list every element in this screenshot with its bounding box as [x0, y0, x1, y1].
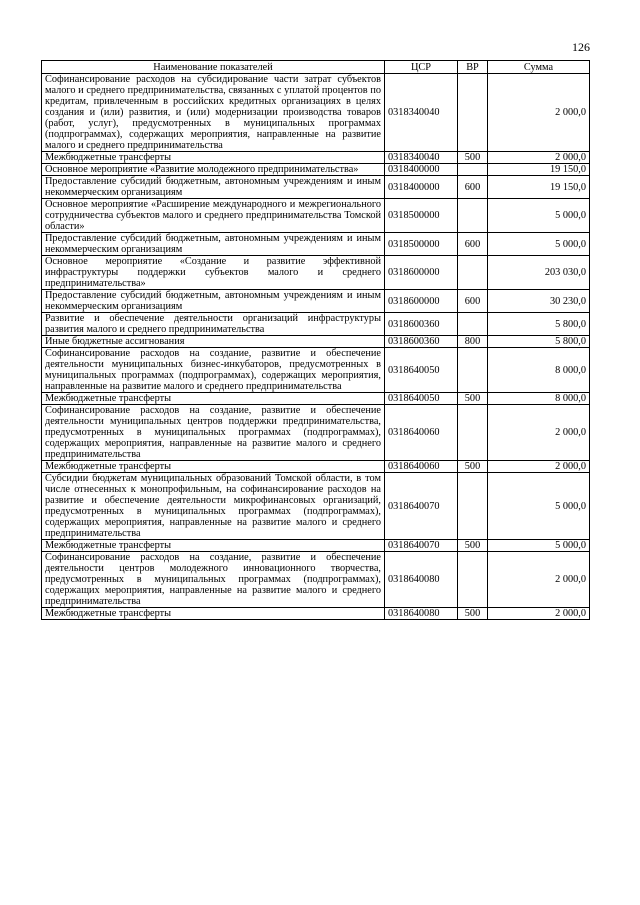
cell-name: Основное мероприятие «Расширение международного и межрегионального сотрудничества субъектов малого и среднего предпринимательства Томской области»	[42, 199, 385, 233]
table-row	[42, 164, 590, 176]
cell-sum: 19 150,0	[488, 164, 590, 176]
cell-vr	[458, 348, 488, 393]
cell-name: Основное мероприятие «Создание и развитие эффективной инфраструктуры поддержки субъектов малого и среднего предпринимательства»	[42, 256, 385, 290]
cell-csr: 0318500000	[385, 233, 458, 256]
cell-csr: 0318340040	[385, 152, 458, 164]
cell-name: Софинансирование расходов на создание, развитие и обеспечение деятельности центров молодежного инновационного творчества, предусмотренных в муниципальных программах (подпрограммах), содержащих мероприятия, направленные на развитие малого и среднего предпринимательства	[42, 552, 385, 608]
cell-csr: 0318640050	[385, 348, 458, 393]
cell-name: Межбюджетные трансферты	[42, 608, 385, 620]
cell-csr: 0318640070	[385, 540, 458, 552]
cell-name: Софинансирование расходов на создание, развитие и обеспечение деятельности муниципальных центров поддержки предпринимательства, предусмотренных в муниципальных программах (подпрограммах), содержащих мероприятия, направленные на развитие малого и среднего предпринимательства	[42, 405, 385, 461]
cell-sum: 19 150,0	[488, 176, 590, 199]
cell-name: Основное мероприятие «Развитие молодежного предпринимательства»	[42, 164, 385, 176]
cell-csr: 0318400000	[385, 176, 458, 199]
cell-csr: 0318400000	[385, 164, 458, 176]
cell-name: Развитие и обеспечение деятельности организаций инфраструктуры развития малого и среднего предпринимательства	[42, 313, 385, 336]
cell-vr: 500	[458, 393, 488, 405]
table-row	[42, 473, 590, 540]
cell-sum: 2 000,0	[488, 461, 590, 473]
table-row	[42, 74, 590, 152]
cell-sum: 8 000,0	[488, 348, 590, 393]
cell-name: Софинансирование расходов на субсидирование части затрат субъектов малого и среднего предпринимательства, связанных с уплатой процентов по кредитам, привлеченным в российских кредитных организациях в целях создания и (или) развития, и (или) модернизации производства товаров (работ, услуг), предусмотренных в муниципальных программах (подпрограммах), содержащих мероприятия, направленные на развитие малого и среднего предпринимательства	[42, 74, 385, 152]
header-name: Наименование показателей	[42, 61, 385, 74]
header-sum: Сумма	[488, 61, 590, 74]
cell-sum: 2 000,0	[488, 608, 590, 620]
cell-vr: 500	[458, 608, 488, 620]
cell-vr: 500	[458, 461, 488, 473]
cell-csr: 0318340040	[385, 74, 458, 152]
cell-name: Субсидии бюджетам муниципальных образований Томской области, в том числе отнесенных к монопрофильным, на софинансирование расходов на развитие и обеспечение деятельности микрофинансовых организаций, предусмотренных в муниципальных программах (подпрограммах), содержащих мероприятия, направленные на развитие малого и среднего предпринимательства	[42, 473, 385, 540]
cell-sum: 30 230,0	[488, 290, 590, 313]
table-row	[42, 336, 590, 348]
table-row	[42, 176, 590, 199]
page-number: 126	[572, 40, 590, 54]
cell-vr	[458, 313, 488, 336]
cell-name: Предоставление субсидий бюджетным, автономным учреждениям и иным некоммерческим организациям	[42, 233, 385, 256]
cell-sum: 5 000,0	[488, 473, 590, 540]
cell-csr: 0318640060	[385, 405, 458, 461]
cell-vr: 500	[458, 540, 488, 552]
cell-name: Предоставление субсидий бюджетным, автономным учреждениям и иным некоммерческим организациям	[42, 290, 385, 313]
cell-sum: 5 000,0	[488, 233, 590, 256]
header-csr: ЦСР	[385, 61, 458, 74]
table-row	[42, 290, 590, 313]
cell-sum: 5 000,0	[488, 199, 590, 233]
cell-vr: 800	[458, 336, 488, 348]
cell-sum: 203 030,0	[488, 256, 590, 290]
cell-vr	[458, 473, 488, 540]
cell-csr: 0318640080	[385, 608, 458, 620]
cell-name: Софинансирование расходов на создание, развитие и обеспечение деятельности муниципальных бизнес-инкубаторов, предусмотренных в муниципальных программах (подпрограммах), содержащих мероприятия, направленные на развитие малого и среднего предпринимательства	[42, 348, 385, 393]
cell-sum: 2 000,0	[488, 152, 590, 164]
cell-sum: 8 000,0	[488, 393, 590, 405]
cell-name: Межбюджетные трансферты	[42, 461, 385, 473]
cell-sum: 2 000,0	[488, 552, 590, 608]
table-row	[42, 313, 590, 336]
cell-vr	[458, 552, 488, 608]
cell-csr: 0318640070	[385, 473, 458, 540]
table-row	[42, 199, 590, 233]
table-row	[42, 540, 590, 552]
cell-csr: 0318600000	[385, 290, 458, 313]
cell-csr: 0318600000	[385, 256, 458, 290]
cell-csr: 0318600360	[385, 336, 458, 348]
cell-sum: 5 000,0	[488, 540, 590, 552]
cell-vr: 600	[458, 290, 488, 313]
table-row	[42, 256, 590, 290]
cell-vr: 600	[458, 176, 488, 199]
cell-csr: 0318640080	[385, 552, 458, 608]
cell-name: Иные бюджетные ассигнования	[42, 336, 385, 348]
cell-sum: 2 000,0	[488, 405, 590, 461]
cell-csr: 0318600360	[385, 313, 458, 336]
cell-csr: 0318500000	[385, 199, 458, 233]
table-row	[42, 552, 590, 608]
cell-vr	[458, 164, 488, 176]
cell-vr	[458, 199, 488, 233]
cell-vr	[458, 405, 488, 461]
cell-name: Межбюджетные трансферты	[42, 393, 385, 405]
cell-vr: 500	[458, 152, 488, 164]
table-row	[42, 608, 590, 620]
header-vr: ВР	[458, 61, 488, 74]
cell-sum: 5 800,0	[488, 336, 590, 348]
cell-vr: 600	[458, 233, 488, 256]
cell-name: Предоставление субсидий бюджетным, автономным учреждениям и иным некоммерческим организациям	[42, 176, 385, 199]
cell-sum: 2 000,0	[488, 74, 590, 152]
cell-name: Межбюджетные трансферты	[42, 152, 385, 164]
cell-sum: 5 800,0	[488, 313, 590, 336]
table-row	[42, 405, 590, 461]
table-header-row	[42, 61, 590, 74]
cell-name: Межбюджетные трансферты	[42, 540, 385, 552]
table-row	[42, 152, 590, 164]
table-row	[42, 348, 590, 393]
cell-csr: 0318640060	[385, 461, 458, 473]
cell-vr	[458, 74, 488, 152]
table-row	[42, 233, 590, 256]
table-row	[42, 461, 590, 473]
table-body	[42, 74, 590, 620]
budget-table	[41, 60, 590, 620]
cell-csr: 0318640050	[385, 393, 458, 405]
cell-vr	[458, 256, 488, 290]
table-row	[42, 393, 590, 405]
